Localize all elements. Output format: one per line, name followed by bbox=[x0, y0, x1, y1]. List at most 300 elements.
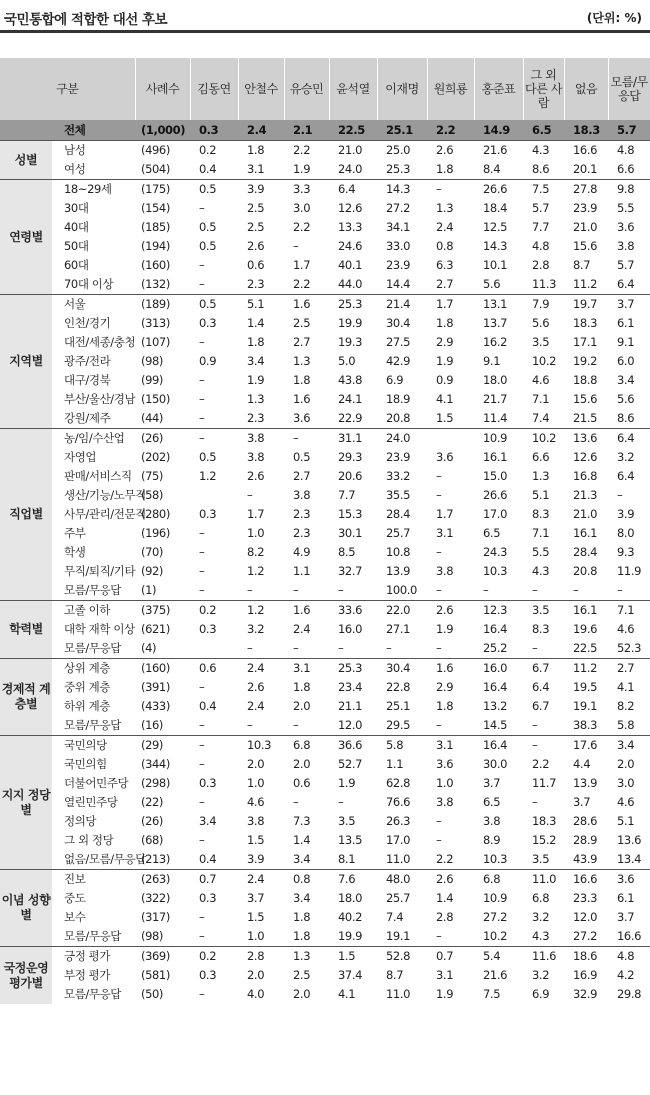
value-cell: 6.1 bbox=[617, 891, 635, 905]
value-cell: 3.1 bbox=[247, 162, 265, 176]
sample-size-cell: (313) bbox=[141, 316, 170, 330]
value-cell: 19.1 bbox=[386, 929, 411, 943]
row-label: 긍정 평가 bbox=[52, 947, 135, 967]
value-cell: – bbox=[199, 718, 205, 732]
table-row bbox=[0, 697, 650, 716]
row-label: 보수 bbox=[64, 910, 86, 924]
value-cell: 1.5 bbox=[329, 947, 377, 967]
table-row bbox=[0, 562, 650, 581]
header-cell: 유승민 bbox=[284, 58, 329, 120]
value-cell: – bbox=[199, 411, 205, 425]
value-cell: – bbox=[617, 488, 623, 502]
header-cell: 홍준표 bbox=[474, 58, 523, 120]
value-cell: 3.1 bbox=[436, 526, 454, 540]
value-cell: 1.3 bbox=[293, 354, 311, 368]
value-cell: 6.4 bbox=[617, 277, 635, 291]
table-row bbox=[0, 486, 650, 505]
sample-size-cell: (98) bbox=[141, 929, 164, 943]
value-cell: 3.8 bbox=[293, 488, 311, 502]
value-cell: – bbox=[284, 429, 329, 449]
value-cell: 22.9 bbox=[338, 411, 363, 425]
value-cell: 0.3 bbox=[199, 968, 217, 982]
value-cell: 0.5 bbox=[199, 220, 217, 234]
value-cell: 29.8 bbox=[617, 987, 642, 1001]
total-cell: 18.3 bbox=[564, 120, 608, 141]
value-cell: 10.1 bbox=[483, 258, 508, 272]
value-cell: 6.6 bbox=[617, 162, 635, 176]
value-cell: 11.9 bbox=[617, 564, 642, 578]
value-cell: 4.3 bbox=[532, 564, 550, 578]
value-cell: 25.2 bbox=[483, 641, 508, 655]
title-bar bbox=[0, 0, 650, 33]
total-cell: 5.7 bbox=[608, 120, 650, 141]
value-cell: 19.1 bbox=[573, 699, 598, 713]
value-cell: 2.5 bbox=[293, 316, 311, 330]
value-cell: – bbox=[427, 180, 474, 200]
row-label: 사무/관리/전문직 bbox=[64, 507, 146, 521]
value-cell: 1.7 bbox=[293, 258, 311, 272]
value-cell: 2.6 bbox=[247, 680, 265, 694]
total-cell: 0.3 bbox=[190, 120, 238, 141]
total-cell: 14.9 bbox=[474, 120, 523, 141]
value-cell: 6.0 bbox=[617, 354, 635, 368]
row-label: 강원/제주 bbox=[64, 411, 111, 425]
value-cell: 9.3 bbox=[617, 545, 635, 559]
table-row bbox=[0, 620, 650, 639]
value-cell: 3.4 bbox=[608, 736, 650, 756]
header-cell: 모름/무응답 bbox=[608, 58, 650, 120]
value-cell: 3.7 bbox=[247, 891, 265, 905]
value-cell: 2.6 bbox=[427, 601, 474, 621]
value-cell: 3.9 bbox=[247, 852, 265, 866]
table-row bbox=[0, 985, 650, 1004]
value-cell: 2.2 bbox=[436, 852, 454, 866]
value-cell: 16.4 bbox=[483, 622, 508, 636]
value-cell: 3.4 bbox=[617, 373, 635, 387]
row-label: 인천/경기 bbox=[64, 316, 111, 330]
value-cell: 17.1 bbox=[573, 335, 598, 349]
value-cell: – bbox=[199, 526, 205, 540]
value-cell: – bbox=[199, 929, 205, 943]
value-cell: 8.6 bbox=[617, 411, 635, 425]
sample-size-cell: (185) bbox=[141, 220, 170, 234]
header-cell: 원희룡 bbox=[427, 58, 474, 120]
value-cell: 9.1 bbox=[617, 335, 635, 349]
value-cell: 3.6 bbox=[293, 411, 311, 425]
value-cell: 3.9 bbox=[238, 180, 284, 200]
value-cell: 2.6 bbox=[247, 469, 265, 483]
sample-size-cell: (154) bbox=[141, 201, 170, 215]
value-cell: 13.3 bbox=[338, 220, 363, 234]
value-cell: 17.6 bbox=[564, 736, 608, 756]
value-cell: 0.2 bbox=[190, 947, 238, 967]
value-cell: 0.3 bbox=[199, 891, 217, 905]
value-cell: 3.6 bbox=[608, 870, 650, 890]
row-label: 국민의당 bbox=[52, 736, 135, 756]
value-cell: – bbox=[199, 680, 205, 694]
value-cell: 2.0 bbox=[293, 699, 311, 713]
value-cell: – bbox=[199, 545, 205, 559]
value-cell: 20.1 bbox=[573, 162, 598, 176]
row-label: 부정 평가 bbox=[64, 968, 111, 982]
value-cell: 6.4 bbox=[608, 429, 650, 449]
value-cell: 2.4 bbox=[247, 699, 265, 713]
sample-size-cell: (44) bbox=[141, 411, 164, 425]
value-cell: 1.8 bbox=[247, 335, 265, 349]
value-cell: 3.5 bbox=[532, 852, 550, 866]
row-label: 모름/무응답 bbox=[64, 641, 122, 655]
value-cell: 23.4 bbox=[338, 680, 363, 694]
value-cell: 0.5 bbox=[293, 450, 311, 464]
row-label: 서울 bbox=[52, 295, 135, 315]
value-cell: 3.8 bbox=[238, 429, 284, 449]
value-cell: 1.2 bbox=[199, 469, 217, 483]
value-cell: 22.0 bbox=[377, 601, 427, 621]
row-label: 주부 bbox=[64, 526, 86, 540]
value-cell: 3.8 bbox=[247, 814, 265, 828]
value-cell: 23.9 bbox=[386, 450, 411, 464]
value-cell: 1.8 bbox=[436, 162, 454, 176]
value-cell: 14.4 bbox=[386, 277, 411, 291]
row-label: 60대 bbox=[64, 258, 89, 272]
value-cell: 10.3 bbox=[483, 564, 508, 578]
value-cell: 13.4 bbox=[617, 852, 642, 866]
value-cell: 10.2 bbox=[523, 429, 564, 449]
value-cell: 0.5 bbox=[199, 239, 217, 253]
value-cell: 7.1 bbox=[608, 601, 650, 621]
total-cell: 22.5 bbox=[329, 120, 377, 141]
value-cell: 4.3 bbox=[532, 929, 550, 943]
value-cell: 5.1 bbox=[617, 814, 635, 828]
sample-size-cell: (4) bbox=[141, 641, 157, 655]
row-label: 진보 bbox=[52, 870, 135, 890]
total-cell: 2.2 bbox=[427, 120, 474, 141]
row-label: 없음/모름/무응답 bbox=[64, 852, 146, 866]
value-cell: 7.1 bbox=[532, 526, 550, 540]
value-cell: 14.3 bbox=[483, 239, 508, 253]
value-cell: 8.5 bbox=[338, 545, 356, 559]
value-cell: – bbox=[386, 641, 392, 655]
value-cell: 8.1 bbox=[338, 852, 356, 866]
value-cell: 15.3 bbox=[338, 507, 363, 521]
value-cell: 27.1 bbox=[386, 622, 411, 636]
value-cell: 1.9 bbox=[293, 162, 311, 176]
value-cell: 11.4 bbox=[483, 411, 508, 425]
value-cell: 13.6 bbox=[617, 833, 642, 847]
sample-size-cell: (504) bbox=[141, 162, 170, 176]
value-cell: 30.1 bbox=[338, 526, 363, 540]
value-cell: – bbox=[532, 583, 538, 597]
value-cell: 5.5 bbox=[617, 201, 635, 215]
value-cell: 3.4 bbox=[247, 354, 265, 368]
value-cell: 24.6 bbox=[338, 239, 363, 253]
value-cell: 0.5 bbox=[190, 295, 238, 315]
value-cell: 43.9 bbox=[573, 852, 598, 866]
value-cell: 7.5 bbox=[523, 180, 564, 200]
value-cell: – bbox=[436, 545, 442, 559]
value-cell: – bbox=[293, 641, 299, 655]
row-label: 광주/전라 bbox=[64, 354, 111, 368]
value-cell: 48.0 bbox=[377, 870, 427, 890]
value-cell: 1.9 bbox=[436, 354, 454, 368]
value-cell: 16.2 bbox=[483, 335, 508, 349]
value-cell: – bbox=[247, 583, 253, 597]
sample-size-cell: (75) bbox=[141, 469, 164, 483]
value-cell: 2.2 bbox=[293, 277, 311, 291]
table-row bbox=[0, 237, 650, 256]
sample-size-cell: (50) bbox=[141, 987, 164, 1001]
value-cell: 0.8 bbox=[284, 870, 329, 890]
value-cell: 34.1 bbox=[386, 220, 411, 234]
row-label: 모름/무응답 bbox=[64, 929, 122, 943]
group-label: 연령별 bbox=[0, 180, 52, 295]
value-cell: 13.5 bbox=[338, 833, 363, 847]
value-cell: 1.0 bbox=[247, 526, 265, 540]
value-cell: 10.9 bbox=[474, 429, 523, 449]
value-cell: 2.0 bbox=[617, 757, 635, 771]
row-label: 국민의힘 bbox=[64, 757, 107, 771]
value-cell: – bbox=[436, 814, 442, 828]
value-cell: 21.6 bbox=[474, 141, 523, 161]
value-cell: 20.8 bbox=[573, 564, 598, 578]
group-label: 성별 bbox=[0, 141, 52, 180]
value-cell: 10.8 bbox=[386, 545, 411, 559]
row-label: 열린민주당 bbox=[64, 795, 118, 809]
value-cell: 1.2 bbox=[247, 564, 265, 578]
value-cell: 1.9 bbox=[247, 373, 265, 387]
value-cell: – bbox=[199, 987, 205, 1001]
value-cell: 33.2 bbox=[386, 469, 411, 483]
value-cell: 3.5 bbox=[338, 814, 356, 828]
sample-size-cell: (22) bbox=[141, 795, 164, 809]
group-label: 직업별 bbox=[0, 429, 52, 601]
value-cell: 21.0 bbox=[329, 141, 377, 161]
row-label: 중위 계층 bbox=[64, 680, 111, 694]
sample-size-cell: (263) bbox=[135, 870, 190, 890]
value-cell bbox=[190, 486, 238, 505]
value-cell: 32.9 bbox=[573, 987, 598, 1001]
value-cell: 21.4 bbox=[377, 295, 427, 315]
sample-size-cell: (202) bbox=[141, 450, 170, 464]
table-row bbox=[0, 218, 650, 237]
value-cell: 0.7 bbox=[427, 947, 474, 967]
value-cell: 3.8 bbox=[436, 795, 454, 809]
value-cell: 2.9 bbox=[436, 680, 454, 694]
value-cell: 7.4 bbox=[386, 910, 404, 924]
value-cell: 19.2 bbox=[573, 354, 598, 368]
value-cell: 3.2 bbox=[617, 450, 635, 464]
value-cell: 4.6 bbox=[247, 795, 265, 809]
group-label: 국정운영 평가별 bbox=[0, 947, 52, 1005]
value-cell: 1.7 bbox=[247, 507, 265, 521]
page-title: 국민통합에 적합한 대선 후보 bbox=[4, 12, 168, 28]
value-cell: 3.8 bbox=[247, 450, 265, 464]
value-cell: 0.3 bbox=[199, 776, 217, 790]
total-cell: (1,000) bbox=[135, 120, 190, 141]
value-cell: 7.1 bbox=[532, 392, 550, 406]
value-cell: 11.2 bbox=[573, 277, 598, 291]
table-row bbox=[0, 352, 650, 371]
value-cell: 29.5 bbox=[386, 718, 411, 732]
value-cell: 10.3 bbox=[238, 736, 284, 756]
value-cell: 100.0 bbox=[386, 583, 417, 597]
table-row bbox=[0, 256, 650, 275]
table-row bbox=[0, 774, 650, 793]
value-cell: – bbox=[436, 718, 442, 732]
row-label: 70대 이상 bbox=[64, 277, 114, 291]
row-label: 모름/무응답 bbox=[64, 718, 122, 732]
value-cell: 5.0 bbox=[338, 354, 356, 368]
value-cell: 1.0 bbox=[436, 776, 454, 790]
table-row bbox=[0, 581, 650, 601]
value-cell: – bbox=[247, 718, 253, 732]
value-cell: 11.6 bbox=[523, 947, 564, 967]
sample-size-cell: (29) bbox=[135, 736, 190, 756]
value-cell: 2.2 bbox=[284, 141, 329, 161]
table-row bbox=[0, 793, 650, 812]
group-label: 지지 정당별 bbox=[0, 736, 52, 870]
value-cell: 22.5 bbox=[573, 641, 598, 655]
value-cell: 0.2 bbox=[190, 601, 238, 621]
value-cell: 1.1 bbox=[386, 757, 404, 771]
sample-size-cell: (375) bbox=[135, 601, 190, 621]
header-cell: 안철수 bbox=[238, 58, 284, 120]
sample-size-cell: (175) bbox=[135, 180, 190, 200]
value-cell: 3.6 bbox=[436, 757, 454, 771]
value-cell: 27.5 bbox=[386, 335, 411, 349]
value-cell: 1.3 bbox=[284, 947, 329, 967]
sample-size-cell: (1) bbox=[141, 583, 157, 597]
value-cell: – bbox=[436, 469, 442, 483]
value-cell: 20.8 bbox=[386, 411, 411, 425]
value-cell: 31.1 bbox=[329, 429, 377, 449]
value-cell: – bbox=[436, 929, 442, 943]
value-cell: 8.3 bbox=[532, 507, 550, 521]
value-cell: 8.6 bbox=[532, 162, 550, 176]
value-cell: 11.0 bbox=[523, 870, 564, 890]
sample-size-cell: (194) bbox=[141, 239, 170, 253]
total-cell: 25.1 bbox=[377, 120, 427, 141]
value-cell: 2.6 bbox=[247, 239, 265, 253]
value-cell: 4.8 bbox=[532, 239, 550, 253]
value-cell: 3.0 bbox=[293, 201, 311, 215]
value-cell: 23.9 bbox=[573, 201, 598, 215]
value-cell: 4.2 bbox=[617, 968, 635, 982]
sample-size-cell: (98) bbox=[141, 354, 164, 368]
table-row bbox=[0, 927, 650, 947]
value-cell: – bbox=[293, 795, 299, 809]
row-label: 여성 bbox=[64, 162, 86, 176]
value-cell: – bbox=[293, 583, 299, 597]
value-cell: – bbox=[532, 641, 538, 655]
table-body bbox=[0, 120, 650, 1004]
value-cell: 3.8 bbox=[436, 564, 454, 578]
table-row bbox=[0, 716, 650, 736]
value-cell: 8.2 bbox=[247, 545, 265, 559]
value-cell: 2.0 bbox=[247, 757, 265, 771]
value-cell: 6.8 bbox=[474, 870, 523, 890]
row-label: 상위 계층 bbox=[52, 659, 135, 679]
value-cell: 3.6 bbox=[436, 450, 454, 464]
value-cell: 7.5 bbox=[483, 987, 501, 1001]
value-cell: 5.7 bbox=[617, 258, 635, 272]
value-cell: 21.3 bbox=[573, 488, 598, 502]
value-cell: 1.1 bbox=[293, 564, 311, 578]
value-cell: 7.7 bbox=[532, 220, 550, 234]
sample-size-cell: (132) bbox=[141, 277, 170, 291]
value-cell: 27.2 bbox=[386, 201, 411, 215]
value-cell: 1.8 bbox=[238, 141, 284, 161]
value-cell: – bbox=[199, 373, 205, 387]
value-cell: 3.2 bbox=[532, 968, 550, 982]
sample-size-cell: (196) bbox=[141, 526, 170, 540]
row-label: 모름/무응답 bbox=[64, 987, 122, 1001]
value-cell: 1.4 bbox=[247, 316, 265, 330]
value-cell: 22.8 bbox=[386, 680, 411, 694]
value-cell: – bbox=[199, 392, 205, 406]
value-cell: 3.1 bbox=[427, 736, 474, 756]
value-cell: 18.6 bbox=[564, 947, 608, 967]
table-row bbox=[0, 639, 650, 659]
table-row bbox=[0, 659, 650, 679]
total-label: 전체 bbox=[52, 120, 135, 141]
value-cell: 28.9 bbox=[573, 833, 598, 847]
table-row bbox=[0, 736, 650, 756]
value-cell: 2.5 bbox=[247, 201, 265, 215]
row-label: 부산/울산/경남 bbox=[64, 392, 136, 406]
sample-size-cell: (391) bbox=[141, 680, 170, 694]
value-cell: 13.9 bbox=[386, 564, 411, 578]
value-cell: 25.7 bbox=[386, 526, 411, 540]
value-cell: – bbox=[523, 736, 564, 756]
value-cell: 1.5 bbox=[247, 833, 265, 847]
table-row bbox=[0, 831, 650, 850]
value-cell: 10.9 bbox=[483, 891, 508, 905]
value-cell: – bbox=[436, 833, 442, 847]
value-cell: 30.0 bbox=[483, 757, 508, 771]
group-label: 지역별 bbox=[0, 295, 52, 429]
sample-size-cell: (70) bbox=[141, 545, 164, 559]
value-cell: 1.0 bbox=[247, 776, 265, 790]
value-cell: 2.8 bbox=[436, 910, 454, 924]
value-cell: 16.8 bbox=[573, 469, 598, 483]
value-cell: 0.4 bbox=[199, 852, 217, 866]
value-cell: 26.6 bbox=[474, 180, 523, 200]
value-cell: 37.4 bbox=[338, 968, 363, 982]
value-cell: 9.1 bbox=[483, 354, 501, 368]
table-row bbox=[0, 947, 650, 967]
value-cell: 16.4 bbox=[483, 680, 508, 694]
value-cell: 5.1 bbox=[238, 295, 284, 315]
value-cell: 17.0 bbox=[483, 507, 508, 521]
sample-size-cell: (581) bbox=[141, 968, 170, 982]
value-cell: 19.9 bbox=[338, 929, 363, 943]
value-cell: 8.3 bbox=[532, 622, 550, 636]
row-label: 더불어민주당 bbox=[64, 776, 129, 790]
table-row bbox=[0, 160, 650, 180]
value-cell: 27.2 bbox=[573, 929, 598, 943]
table-row bbox=[0, 543, 650, 562]
value-cell: 15.2 bbox=[532, 833, 557, 847]
total-cell: 2.1 bbox=[284, 120, 329, 141]
value-cell: 24.3 bbox=[483, 545, 508, 559]
value-cell: 13.9 bbox=[573, 776, 598, 790]
table-row bbox=[0, 505, 650, 524]
value-cell: 18.3 bbox=[573, 316, 598, 330]
value-cell: 2.6 bbox=[427, 870, 474, 890]
value-cell: 12.5 bbox=[483, 220, 508, 234]
value-cell: 15.6 bbox=[573, 392, 598, 406]
